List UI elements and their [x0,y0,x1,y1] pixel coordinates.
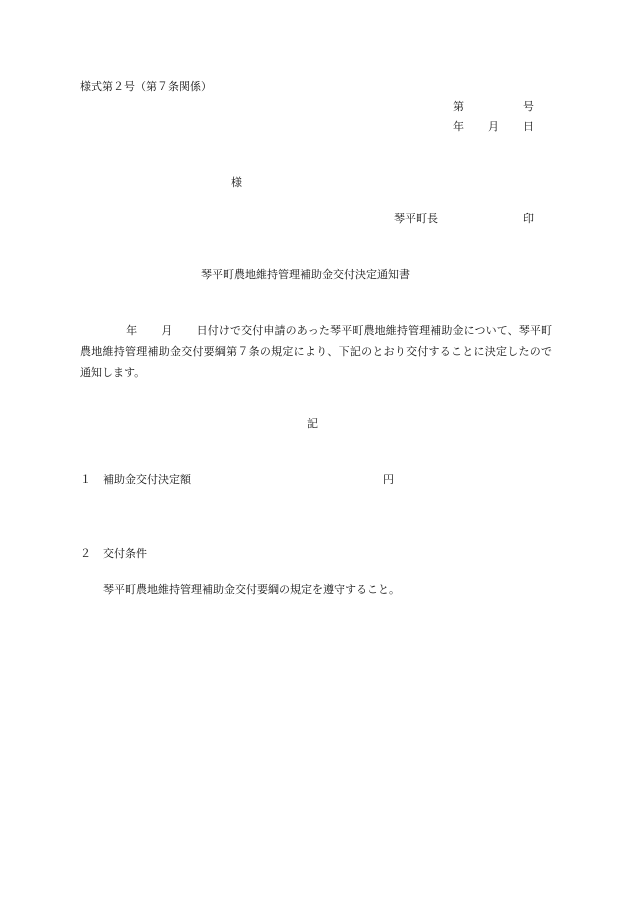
body-month: 月 [161,324,173,337]
item-2-number: ２ [80,547,91,560]
date-month: 月 [488,120,499,133]
item-1-label: 補助金交付決定額 [103,473,191,486]
item-1-unit: 円 [383,473,394,486]
body-text: 日付けで交付申請のあった琴平町農地維持管理補助金について、琴平町農地維持管理補助金交付要綱第７条の規定により、下記のとおり交付することに決定したので通知します。 [80,324,553,379]
date-year: 年 [453,120,464,133]
document-title: 琴平町農地維持管理補助金交付決定通知書 [201,268,410,281]
date-day: 日 [523,120,534,133]
item-2-label: 交付条件 [103,547,147,560]
doc-number-suffix: 号 [523,100,534,113]
form-label: 様式第２号（第７条関係） [80,80,212,93]
body-paragraph [80,320,552,383]
issuer-title: 琴平町長 [394,212,438,225]
body-year: 年 [126,324,138,337]
item-1-number: １ [80,473,91,486]
ki-heading: 記 [307,417,318,430]
doc-number-prefix: 第 [453,100,464,113]
addressee-suffix: 様 [231,176,242,189]
issuer-seal: 印 [523,212,534,225]
item-2-detail: 琴平町農地維持管理補助金交付要綱の規定を遵守すること。 [103,583,400,596]
